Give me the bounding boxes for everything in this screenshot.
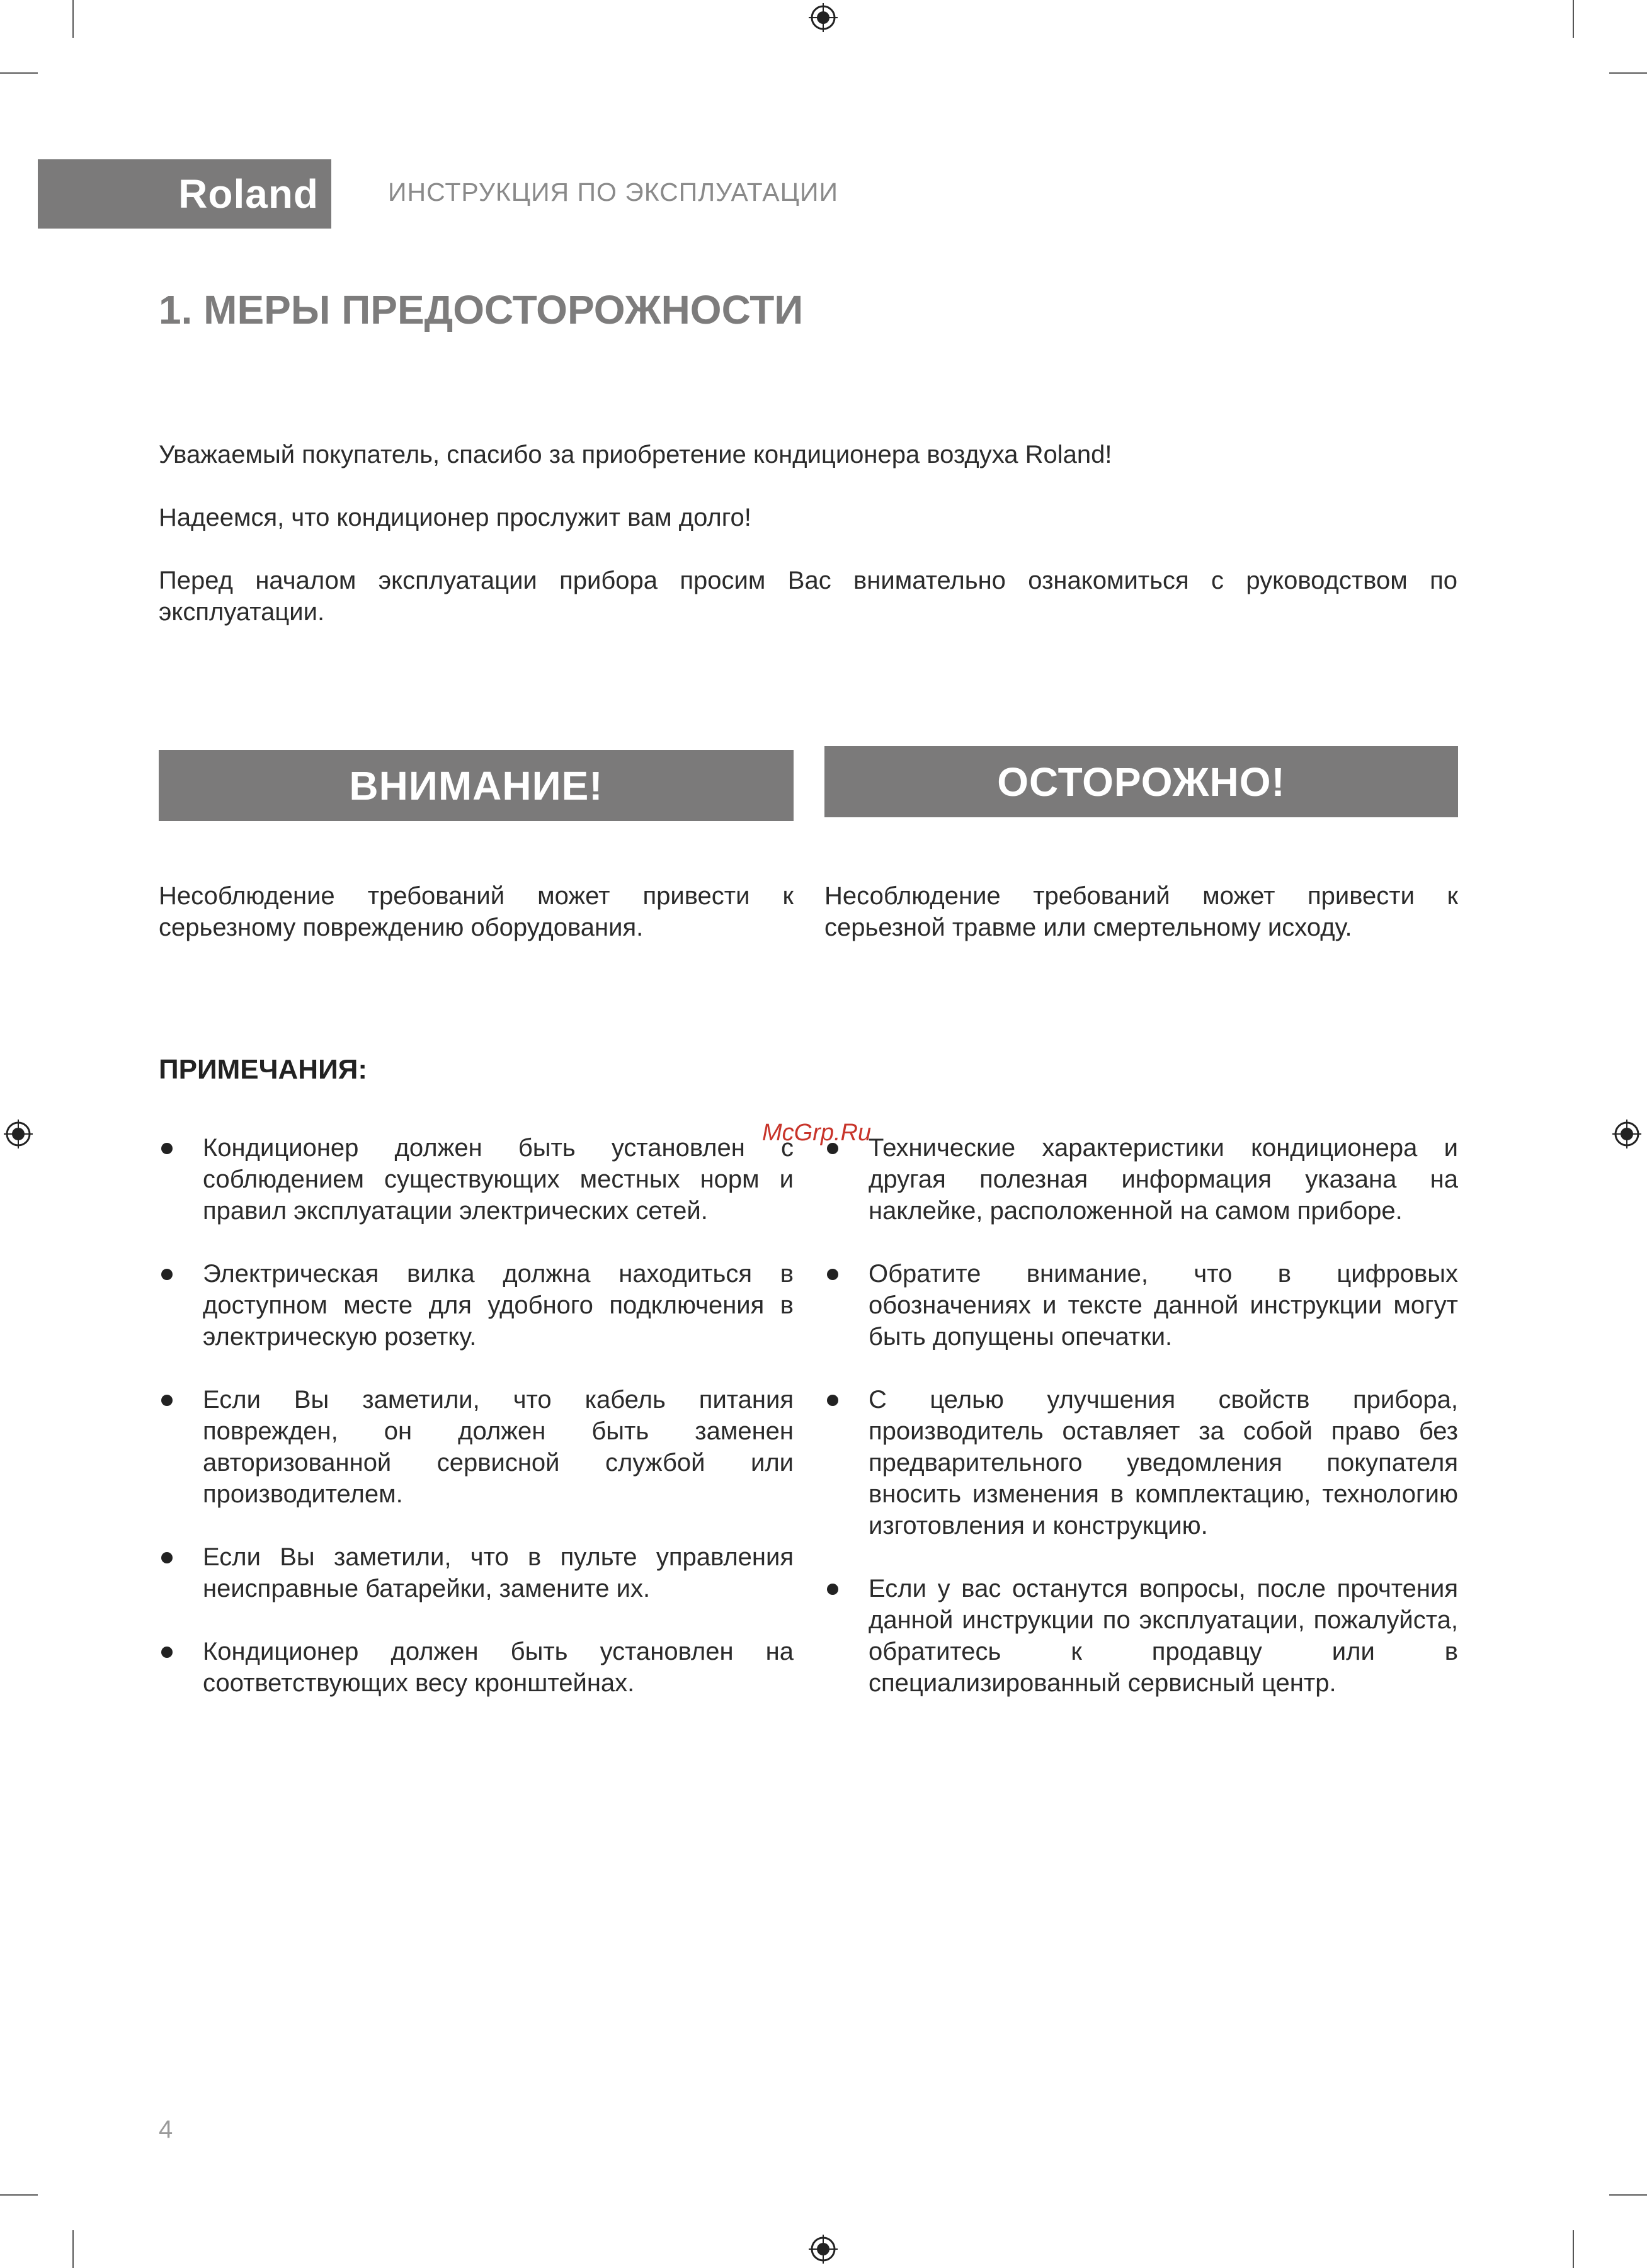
page-number: 4	[159, 2116, 173, 2143]
list-item: Кондиционер должен быть установлен на соответствующих весу кронштейнах.	[159, 1636, 794, 1699]
crop-mark	[1609, 72, 1647, 74]
caution-title: ОСТОРОЖНО!	[997, 759, 1285, 805]
attention-text: Несоблюдение требований может привести к серьезному повреждению оборудования.	[159, 882, 794, 941]
brand-logo	[38, 159, 331, 229]
bullet-icon	[161, 1647, 173, 1658]
list-item: Если Вы заметили, что в пульте управления неисправные батарейки, замените их.	[159, 1541, 794, 1604]
list-item: Кондиционер должен быть установлен с соблюдением существующих местных норм и правил эксплуатации электрических сетей.	[159, 1132, 794, 1227]
crop-mark	[0, 72, 38, 74]
crop-mark	[0, 2194, 38, 2196]
bullet-icon	[161, 1269, 173, 1280]
list-item: Электрическая вилка должна находиться в доступном месте для удобного подключения в электрическую розетку.	[159, 1258, 794, 1352]
list-item: Если Вы заметили, что кабель питания поврежден, он должен быть заменен авторизованной сервисной службой или производителем.	[159, 1384, 794, 1510]
list-item: Технические характеристики кондиционера и другая полезная информация указана на наклейке, расположенной на самом приборе.	[824, 1132, 1458, 1227]
brand-name: Roland	[178, 171, 319, 217]
crop-mark	[72, 0, 74, 38]
watermark: McGrp.Ru	[762, 1120, 872, 1146]
section-title: 1. МЕРЫ ПРЕДОСТОРОЖНОСТИ	[159, 287, 804, 332]
crop-mark	[1609, 2194, 1647, 2196]
caution-text: Несоблюдение требований может привести к серьезной травме или смертельному исходу.	[824, 882, 1458, 941]
registration-mark-icon	[809, 3, 838, 32]
attention-banner	[159, 750, 794, 821]
list-item: Обратите внимание, что в цифровых обозначениях и тексте данной инструкции могут быть допущены опечатки.	[824, 1258, 1458, 1352]
crop-mark	[1573, 2230, 1574, 2268]
notes-right-column	[824, 1132, 1458, 1730]
bullet-icon	[827, 1584, 838, 1595]
caution-banner	[824, 746, 1458, 817]
crop-mark	[72, 2230, 74, 2268]
bullet-icon	[161, 1395, 173, 1406]
bullet-icon	[827, 1269, 838, 1280]
intro-paragraph: Уважаемый покупатель, спасибо за приобретение кондиционера воздуха Roland!	[159, 441, 1112, 468]
notes-left-column	[159, 1132, 794, 1730]
attention-title: ВНИМАНИЕ!	[349, 763, 603, 808]
intro-paragraph: Надеемся, что кондиционер прослужит вам долго!	[159, 504, 751, 531]
document-title: ИНСТРУКЦИЯ ПО ЭКСПЛУАТАЦИИ	[388, 178, 838, 207]
notes-heading: ПРИМЕЧАНИЯ:	[159, 1054, 367, 1085]
registration-mark-icon	[809, 2235, 838, 2264]
registration-mark-icon	[1612, 1120, 1641, 1148]
bullet-icon	[161, 1552, 173, 1563]
list-item: С целью улучшения свойств прибора, производитель оставляет за собой право без предварительного уведомления покупателя вносить изменения в комплектацию, технологию изготовления и конструкцию.	[824, 1384, 1458, 1541]
bullet-icon	[827, 1395, 838, 1406]
crop-mark	[1573, 0, 1574, 38]
bullet-icon	[161, 1143, 173, 1154]
registration-mark-icon	[4, 1120, 33, 1148]
list-item: Если у вас останутся вопросы, после прочтения данной инструкции по эксплуатации, пожалуйста, обратитесь к продавцу или в специализированный сервисный центр.	[824, 1573, 1458, 1699]
intro-paragraph: Перед началом эксплуатации прибора просим Вас внимательно ознакомиться с руководством по эксплуатации.	[159, 567, 1457, 626]
